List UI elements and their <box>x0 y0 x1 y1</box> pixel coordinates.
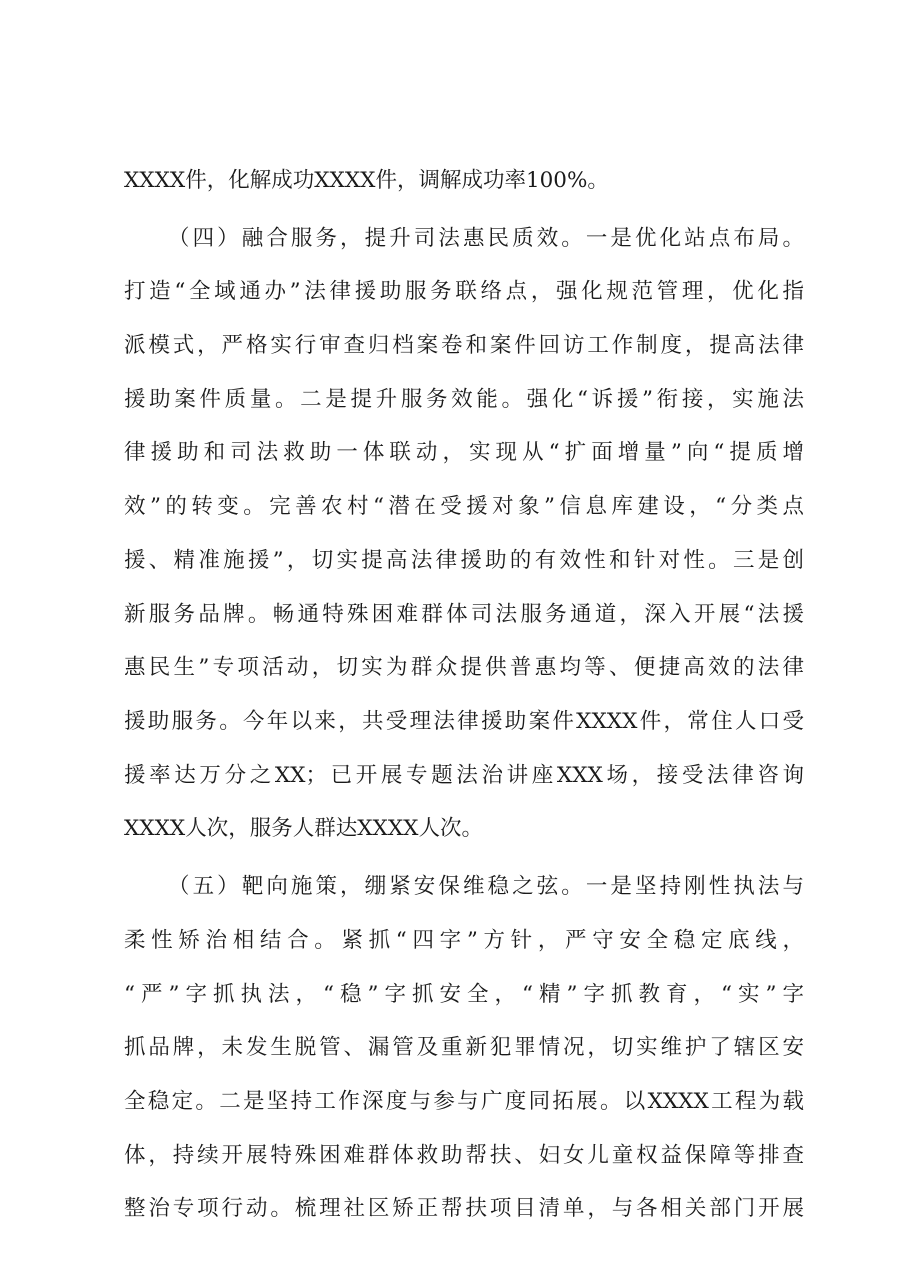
text-line: XXXX件，化解成功XXXX件，调解成功率100%。 <box>124 168 609 193</box>
text-line: 柔性矫治相结合。紧抓“四字”方针，严守安全稳定底线， <box>124 928 804 953</box>
text-line: 效”的转变。完善农村“潜在受援对象”信息库建设，“分类点 <box>124 494 804 519</box>
text-line: 抓品牌，未发生脱管、漏管及重新犯罪情况，切实维护了辖区安 <box>124 1035 804 1060</box>
text-line: 援、精准施援”，切实提高法律援助的有效性和针对性。三是创 <box>124 548 804 573</box>
text-line: 律援助和司法救助一体联动，实现从“扩面增量”向“提质增 <box>124 440 804 465</box>
text-line: 援率达万分之XX；已开展专题法治讲座XXX场，接受法律咨询 <box>124 763 804 788</box>
text-line: 援助服务。今年以来，共受理法律援助案件XXXX件，常住人口受 <box>124 709 804 734</box>
section-heading-line: （四）融合服务，提升司法惠民质效。一是优化站点布局。 <box>168 226 804 251</box>
text-line: XXXX人次，服务人群达XXXX人次。 <box>124 816 483 841</box>
text-line: 打造“全域通办”法律援助服务联络点，强化规范管理，优化指 <box>124 279 804 304</box>
text-line: 惠民生”专项活动，切实为群众提供普惠均等、便捷高效的法律 <box>124 655 804 680</box>
text-line: “严”字抓执法，“稳”字抓安全，“精”字抓教育，“实”字 <box>124 982 804 1007</box>
section-heading-line: （五）靶向施策，绷紧安保维稳之弦。一是坚持刚性执法与 <box>168 874 804 899</box>
text-line: 新服务品牌。畅通特殊困难群体司法服务通道，深入开展“法援 <box>124 602 804 627</box>
text-line: 整治专项行动。梳理社区矫正帮扶项目清单，与各相关部门开展 <box>124 1196 804 1221</box>
text-line: 全稳定。二是坚持工作深度与参与广度同拓展。以XXXX工程为载 <box>124 1089 804 1114</box>
text-line: 派模式，严格实行审查归档案卷和案件回访工作制度，提高法律 <box>124 333 804 358</box>
text-line: 援助案件质量。二是提升服务效能。强化“诉援”衔接，实施法 <box>124 387 804 412</box>
text-line: 体，持续开展特殊困难群体救助帮扶、妇女儿童权益保障等排查 <box>124 1143 804 1168</box>
